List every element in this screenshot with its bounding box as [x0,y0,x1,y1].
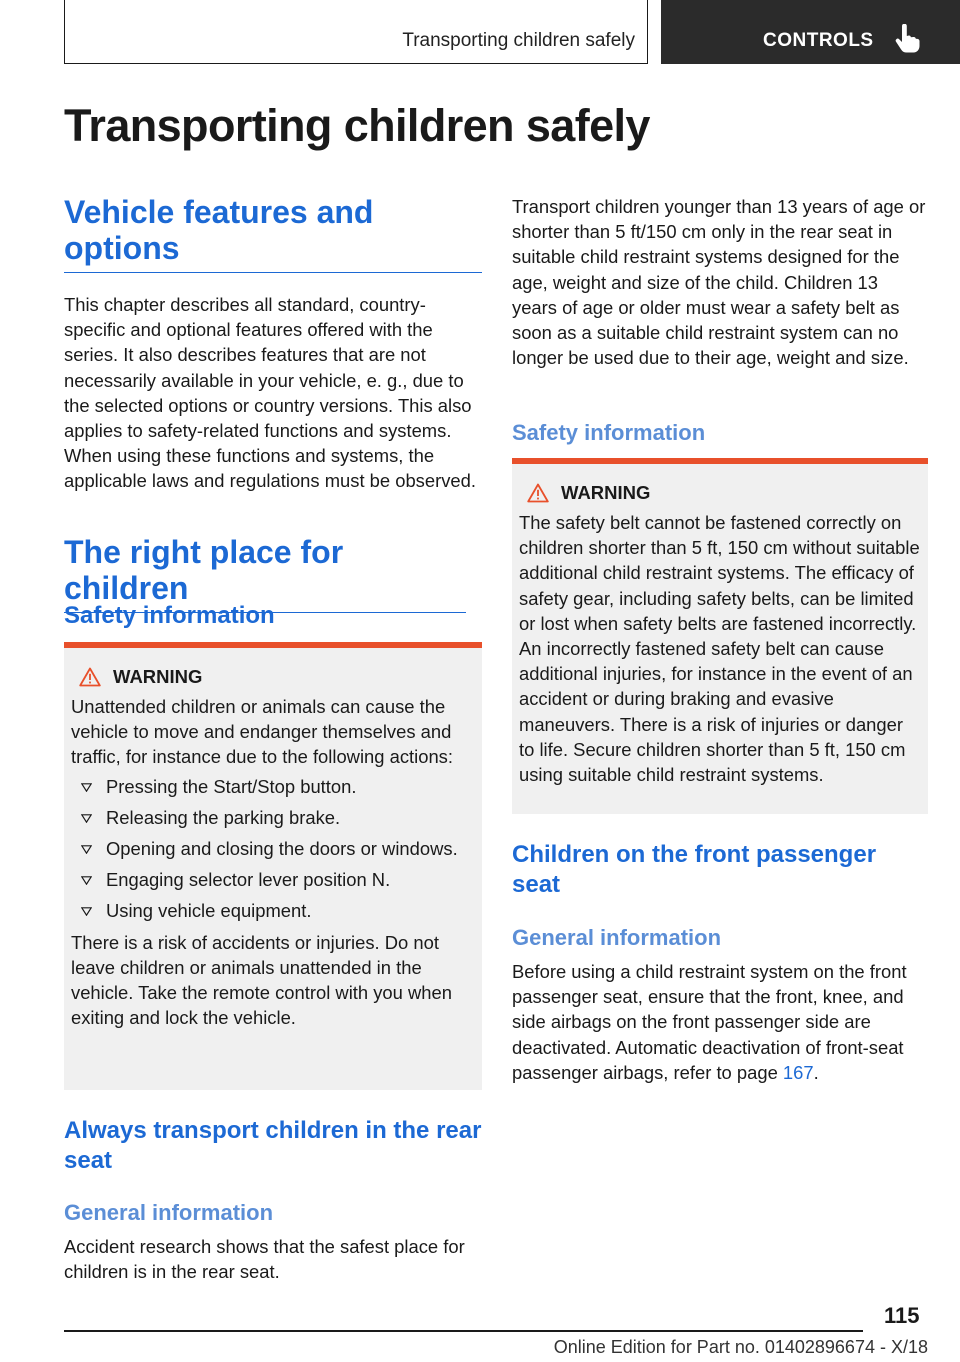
triangle-bullet-icon [81,845,92,854]
general-info-text-right: Before using a child restraint system on the front passenger seat, ensure that the front, knee, and side airbags on the front passenger side are deactivated. Automatic deactivation of front-seat passenger airbags, refer to page 167. [512,961,907,1083]
warning-triangle-icon [79,667,101,687]
warning-box-right [512,458,928,814]
safety-info-heading-right: Safety information [512,420,706,445]
front-seat-heading: Children on the front passenger seat [512,841,877,898]
footer-divider [64,1330,863,1332]
warning-title [71,666,475,688]
header-section-box [64,0,648,64]
triangle-bullet-icon [81,783,92,792]
warning-triangle-icon [527,483,549,503]
list-item: Opening and closing the doors or windows. [71,836,475,861]
safety-info-heading-left: Safety information [64,602,275,629]
general-info-heading-left: General information [64,1200,274,1225]
triangle-bullet-icon [81,876,92,885]
list-item: Engaging selector lever position N. [71,867,475,892]
warning-title [519,482,921,504]
list-item: Pressing the Start/Stop button. [71,774,475,799]
right-intro-text: Transport children younger than 13 years of age or shorter than 5 ft/150 cm only in the rear seat in suitable child restraint systems designed for the age, weight and size of the child. Children 13 years of age or older must wear a safety belt as soon as a suitable child restraint system can no longer be used due to their age, weight and size. [512,196,926,369]
vehicle-features-text: This chapter describes all standard, country-specific and optional features offered with the series. It also describes features that are not necessarily available in your vehicle, e. g., due to the selected options or country versions. This also applies to safety-related functions and systems. When using these functions and systems, the applicable laws and regulations must be observed. [64,294,476,492]
right-place-heading: The right place for children [64,534,466,613]
warning-label: WARNING [561,482,651,503]
page-title: Transporting children safely [64,100,650,151]
controls-tab[interactable] [661,0,960,64]
header-section-title: Transporting children safely [402,30,635,51]
footer-edition: Online Edition for Part no. 01402896674 - X/18 [553,1337,928,1357]
warning-box-left [64,642,482,1090]
page-number: 115 [884,1303,920,1328]
list-item: Using vehicle equipment. [71,898,475,923]
page-reference-link[interactable]: 167 [782,1061,814,1083]
vehicle-features-heading: Vehicle features and options [64,194,482,273]
warning-text-right: The safety belt cannot be fastened correctly on children shorter than 5 ft, 150 cm without suitable additional child restraint systems. The efficacy of safety gear, including safety belts, can be limited or lost when safety belts are fastened incorrectly. An incorrectly fastened safety belt can cause additional injuries, for instance in the event of an accident or during braking and evasive maneuvers. There is a risk of injuries or danger to life. Secure children shorter than 5 ft, 150 cm using suitable child restraint systems. [519,512,920,786]
hand-pointer-icon [894,24,920,54]
general-info-heading-right: General information [512,925,722,950]
triangle-bullet-icon [81,814,92,823]
warning-intro: Unattended children or animals can cause the vehicle to move and endanger themselves and traffic, for instance due to the following actions: [71,696,453,768]
warning-action-list [71,774,475,924]
rear-seat-heading: Always transport children in the rear seat [64,1117,482,1174]
general-info-text-left: Accident research shows that the safest place for children is in the rear seat. [64,1236,465,1283]
triangle-bullet-icon [81,907,92,916]
list-item: Releasing the parking brake. [71,805,475,830]
warning-outro: There is a risk of accidents or injuries. Do not leave children or animals unattended in the vehicle. Take the remote control with you when exiting and lock the vehicle. [71,931,452,1029]
controls-tab-label: CONTROLS [763,30,874,51]
warning-label: WARNING [113,666,203,687]
